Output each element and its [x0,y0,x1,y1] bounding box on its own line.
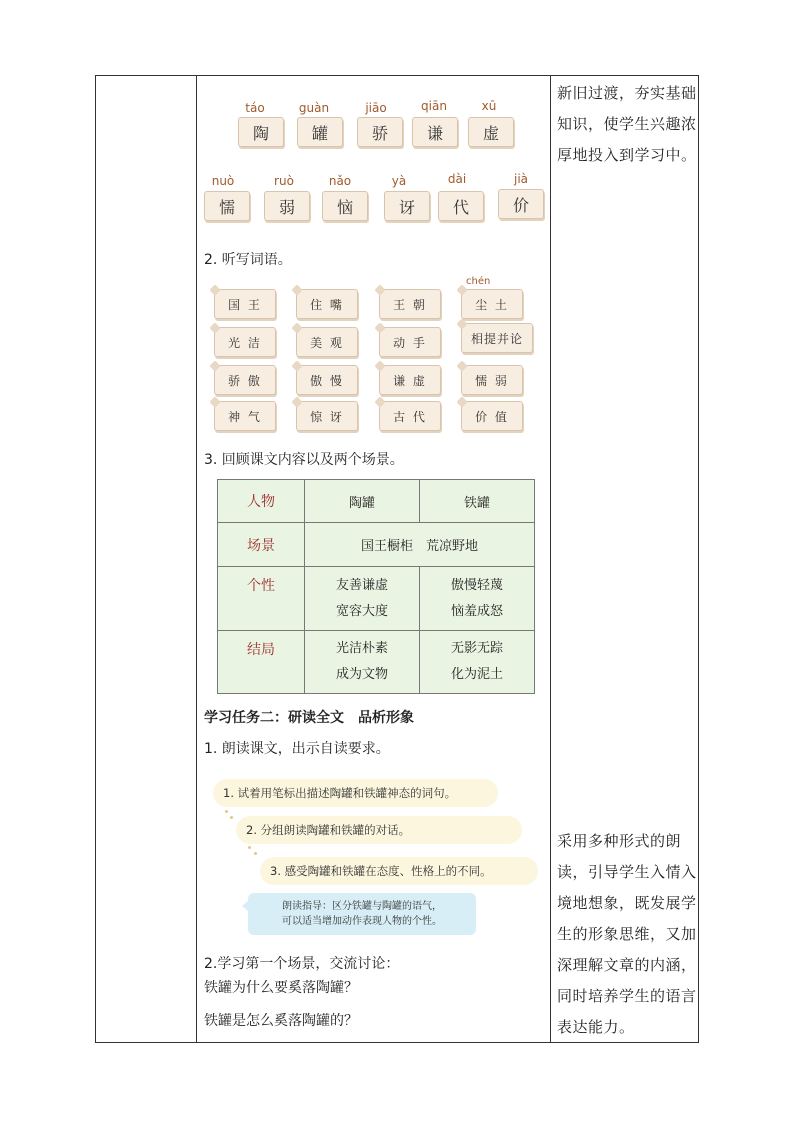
pinyin-label: nǎo [328,174,352,188]
character-card: 陶 [238,117,284,147]
cell-scene: 国王橱柜 荒凉野地 [305,523,535,567]
cell-tao-ending [305,631,420,694]
word-card: 惊 讶 [296,401,358,431]
word-card: 傲 慢 [296,365,358,395]
cell-tao: 陶罐 [305,480,420,523]
design-note-bottom: 采用多种形式的朗读，引导学生入情入境地想象，既发展学生的形象思维，又加深理解文章的内涵，同时培养学生的语言表达能力。 [557,832,697,1036]
word-card: 动 手 [379,327,441,357]
pinyin-label: dài [447,172,467,186]
word-card: 王 朝 [379,289,441,319]
read-title: 1. 朗读课文，出示自读要求。 [204,741,390,757]
pinyin-label: jià [513,172,529,186]
cell-line: 宽容大度 [335,603,388,619]
character-card: 虚 [468,117,514,147]
word-card: 国 王 [214,289,276,319]
character-card: 恼 [322,191,368,221]
cell-line: 化为泥土 [450,667,503,682]
character-card: 罐 [297,117,343,147]
guide-line: 可以适当增加动作表现人物的个性。 [282,916,442,927]
reading-requirement-3: 3. 感受陶罐和铁罐在态度、性格上的不同。 [260,857,538,885]
word-card: 骄 傲 [214,365,276,395]
pinyin-label: qiān [421,99,447,113]
cell-tie: 铁罐 [419,480,534,523]
dictation-title: 2. 听写词语。 [204,252,292,268]
word-card: 价 值 [461,401,523,431]
pinyin-label: táo [245,101,265,115]
character-card: 讶 [384,191,430,221]
word-card: 光 洁 [214,327,276,357]
column-divider-1 [196,76,197,1042]
word-card: 谦 虚 [379,365,441,395]
pinyin-label: nuò [211,174,235,188]
cell-line: 傲慢轻蔑 [450,577,503,593]
character-card: 代 [438,191,484,221]
connector-dot [254,852,257,855]
pinyin-label: chén [466,276,491,287]
reading-guide-box [248,893,476,935]
question-1: 铁罐为什么要奚落陶罐？ [204,980,358,996]
question-2: 铁罐是怎么奚落陶罐的？ [204,1013,358,1029]
cell-line: 成为文物 [335,667,388,682]
guide-line: 朗读指导：区分铁罐与陶罐的语气， [282,901,442,912]
cell-tie-ending [419,631,534,694]
character-card: 骄 [357,117,403,147]
word-card: 古 代 [379,401,441,431]
pinyin-label: jiāo [365,101,387,115]
column-divider-2 [550,76,551,1042]
word-card: 神 气 [214,401,276,431]
word-card: 住 嘴 [296,289,358,319]
character-card: 价 [498,189,544,219]
character-card: 谦 [412,117,458,147]
word-card: 懦 弱 [461,365,523,395]
header-people: 人物 [218,480,305,523]
pinyin-label: guàn [298,101,330,115]
review-table [217,479,535,694]
design-note-top: 新旧过渡，夯实基础知识，使学生兴趣浓厚地投入到学习中。 [557,84,697,164]
cell-line: 光洁朴素 [335,641,388,656]
pinyin-label: xū [481,99,497,113]
connector-dot [225,810,228,813]
cell-tao-personality [305,567,420,631]
connector-dot [230,816,233,819]
reading-requirement-2: 2. 分组朗读陶罐和铁罐的对话。 [236,816,522,844]
header-ending: 结局 [218,631,305,694]
word-card: 尘 土 [461,289,523,319]
word-card: 相提并论 [461,323,533,353]
review-title: 3. 回顾课文内容以及两个场景。 [204,452,404,468]
pinyin-label: ruò [274,174,294,188]
task2-title: 学习任务二：研读全文 品析形象 [204,710,414,726]
header-scene: 场景 [218,523,305,567]
reading-requirement-1: 1. 试着用笔标出描述陶罐和铁罐神态的词句。 [213,779,498,807]
cell-line: 友善谦虚 [335,577,388,593]
pinyin-label: yà [391,174,407,188]
cell-line: 恼羞成怒 [450,603,503,619]
cell-line: 无影无踪 [450,641,503,656]
cell-tie-personality [419,567,534,631]
character-card: 弱 [264,191,310,221]
connector-dot [248,846,251,849]
header-personality: 个性 [218,567,305,631]
character-card: 懦 [204,191,250,221]
scene1-title: 2.学习第一个场景，交流讨论： [204,956,400,972]
word-card: 美 观 [296,327,358,357]
